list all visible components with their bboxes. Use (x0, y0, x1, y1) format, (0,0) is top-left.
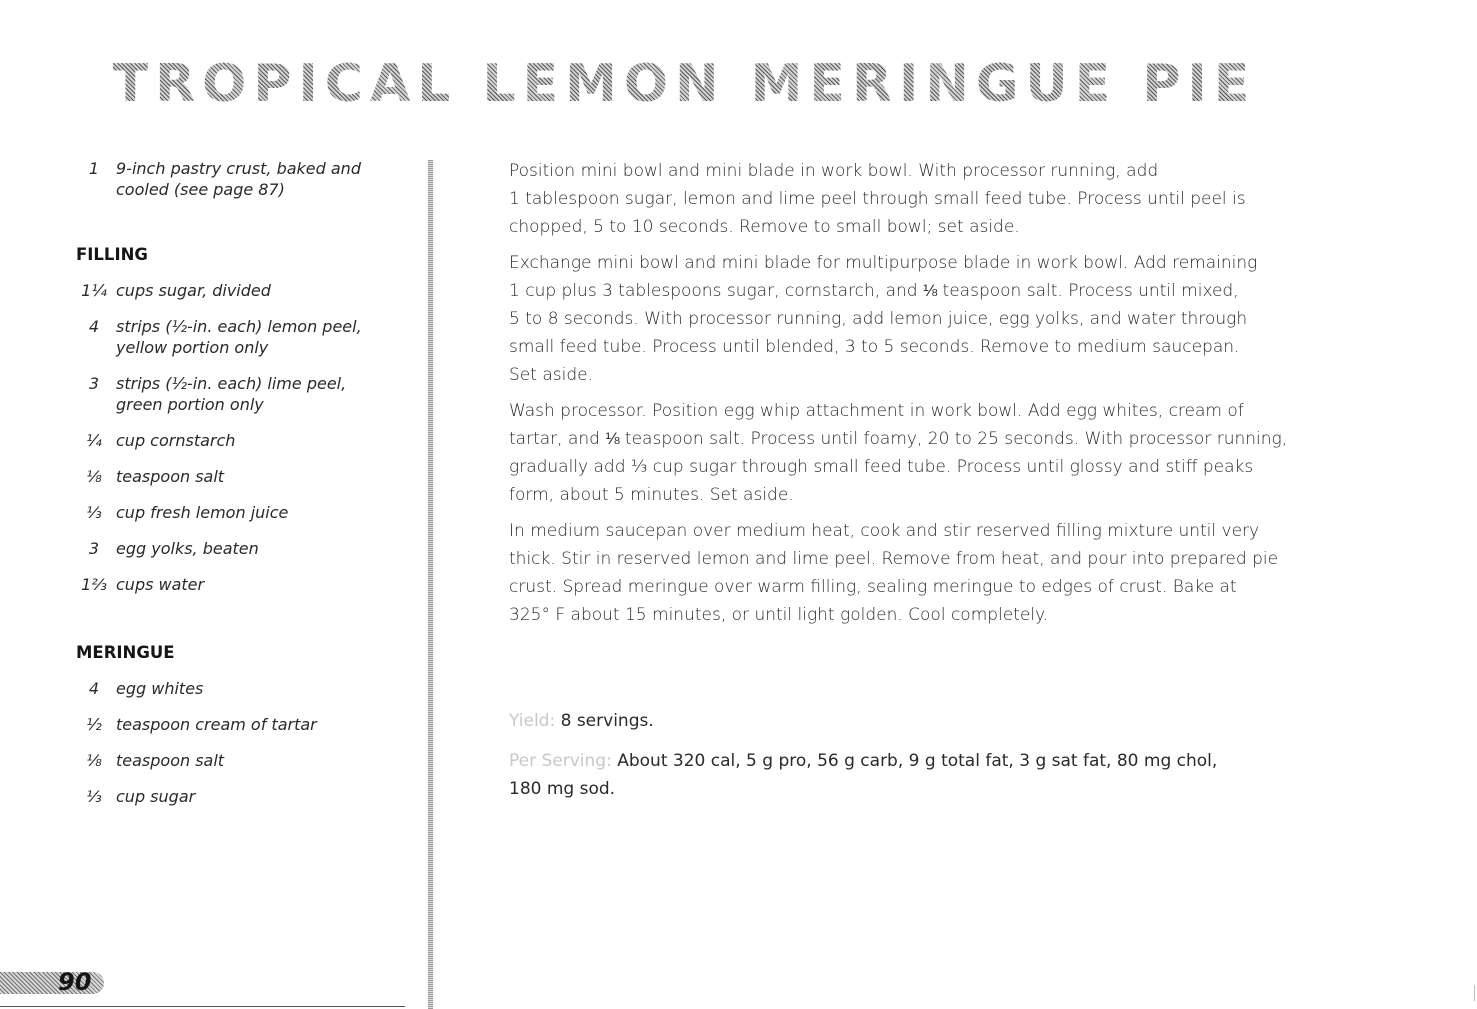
ingredient-item (72, 714, 412, 735)
ingredient-qty: 4 (88, 317, 100, 336)
direction-line: In medium saucepan over medium heat, cook and stir reserved filling mixture until very (509, 521, 1260, 541)
ingredient-qty: 4 (88, 679, 100, 698)
ingredient-desc (116, 430, 366, 451)
direction-paragraph (509, 397, 1309, 509)
ingredient-item (72, 502, 412, 523)
ingredient-desc-line: teaspoon salt (116, 467, 225, 486)
ingredient-qty: ½ (86, 715, 102, 734)
ingredient-qty: 3 (88, 374, 100, 393)
direction-line: Wash processor. Position egg whip attachment in work bowl. Add egg whites, cream of (509, 401, 1244, 421)
direction-line: Exchange mini bowl and mini blade for multipurpose blade in work bowl. Add remaining (509, 253, 1258, 273)
directions (509, 157, 1309, 637)
ingredient-desc-line: strips (½-in. each) lime peel, (116, 374, 347, 393)
ingredient-desc (116, 466, 366, 487)
direction-line: form, about 5 minutes. Set aside. (509, 485, 794, 505)
direction-line: 1 tablespoon sugar, lemon and lime peel through small feed tube. Process until peel is (509, 189, 1246, 209)
ingredient-item (72, 280, 412, 301)
direction-line: Position mini bowl and mini blade in work bowl. With processor running, add (509, 161, 1159, 181)
ingredient-qty: 1 (88, 159, 100, 178)
yield-label: Yield: (509, 711, 556, 731)
ingredient-desc (116, 786, 366, 807)
direction-line: 1 cup plus 3 tablespoons sugar, cornstarch, and ⅛ teaspoon salt. Process until mixed, (509, 281, 1239, 301)
ingredient-item (72, 466, 412, 487)
ingredient-desc (116, 316, 366, 358)
direction-line: gradually add ⅓ cup sugar through small feed tube. Process until glossy and stiff peaks (509, 457, 1254, 477)
direction-line: chopped, 5 to 10 seconds. Remove to small bowl; set aside. (509, 217, 1020, 237)
ingredient-desc (116, 574, 366, 595)
ingredient-desc (116, 280, 366, 301)
ingredient-item (72, 373, 412, 415)
per-serving-row (509, 747, 1309, 775)
ingredient-item (72, 750, 412, 771)
ingredient-item (72, 430, 412, 451)
ingredient-qty: ⅛ (86, 467, 102, 486)
ingredient-desc-line: cup sugar (116, 787, 196, 806)
ingredient-desc-line: cooled (see page 87) (116, 180, 285, 199)
ingredient-qty: ⅛ (86, 751, 102, 770)
direction-line: thick. Stir in reserved lemon and lime peel. Remove from heat, and pour into prepared pie (509, 549, 1279, 569)
yield-value: 8 servings. (555, 711, 654, 731)
ingredient-desc (116, 502, 366, 523)
ingredient-item (72, 678, 412, 699)
ingredient-desc (116, 678, 366, 699)
direction-paragraph (509, 249, 1309, 389)
per-serving-label: Per Serving: (509, 751, 612, 771)
ingredient-desc-line: yellow portion only (116, 338, 269, 357)
ingredient-desc (116, 714, 366, 735)
ingredient-desc-line: egg yolks, beaten (116, 539, 259, 558)
column-divider (428, 160, 433, 1009)
direction-line: tartar, and ⅛ teaspoon salt. Process until foamy, 20 to 25 seconds. With processor running, (509, 429, 1288, 449)
per-serving-line2: 180 mg sod. (509, 779, 616, 799)
ingredient-item (72, 574, 412, 595)
filling-heading: FILLING (76, 245, 148, 264)
direction-line: 325° F about 15 minutes, or until light golden. Cool completely. (509, 605, 1049, 625)
ingredient-desc-line: egg whites (116, 679, 204, 698)
ingredient-desc (116, 373, 366, 415)
nutrition-info (509, 707, 1309, 803)
ingredient-desc (116, 750, 366, 771)
ingredient-desc-line: cup fresh lemon juice (116, 503, 289, 522)
yield-row (509, 707, 1309, 735)
ingredient-qty: 3 (88, 539, 100, 558)
ingredient-desc-line: teaspoon cream of tartar (116, 715, 317, 734)
direction-paragraph (509, 517, 1309, 629)
direction-line: Set aside. (509, 365, 593, 385)
ingredient-desc-line: strips (½-in. each) lemon peel, (116, 317, 362, 336)
ingredient-desc-line: cups water (116, 575, 205, 594)
ingredient-qty: 1¼ (81, 281, 107, 300)
per-serving-row-2 (509, 775, 1309, 803)
ingredient-item (72, 786, 412, 807)
direction-line: small feed tube. Process until blended, 3 to 5 seconds. Remove to medium saucepan. (509, 337, 1240, 357)
ingredients-list (72, 158, 412, 807)
footer-rule (0, 1006, 405, 1007)
ingredient-qty: 1⅔ (81, 575, 107, 594)
per-serving-line1: About 320 cal, 5 g pro, 56 g carb, 9 g total fat, 3 g sat fat, 80 mg chol, (611, 751, 1218, 771)
ingredient-desc-line: 9-inch pastry crust, baked and (116, 159, 361, 178)
ingredient-item (72, 316, 412, 358)
ingredient-desc (116, 158, 366, 200)
page-number: 90 (58, 968, 92, 996)
ingredient-qty: ¼ (86, 431, 102, 450)
ingredient-desc (116, 538, 366, 559)
ingredient-desc-line: cups sugar, divided (116, 281, 271, 300)
edge-mark (1474, 985, 1475, 1001)
ingredient-item (72, 538, 412, 559)
direction-line: 5 to 8 seconds. With processor running, add lemon juice, egg yolks, and water through (509, 309, 1248, 329)
ingredient-desc-line: cup cornstarch (116, 431, 236, 450)
direction-line: crust. Spread meringue over warm filling, sealing meringue to edges of crust. Bake at (509, 577, 1237, 597)
meringue-heading: MERINGUE (76, 643, 175, 662)
ingredient-qty: ⅓ (86, 503, 102, 522)
ingredient-desc-line: green portion only (116, 395, 264, 414)
direction-paragraph (509, 157, 1309, 241)
ingredient-crust (72, 158, 412, 200)
ingredient-qty: ⅓ (86, 787, 102, 806)
page-title: TROPICAL LEMON MERINGUE PIE (0, 52, 1369, 116)
ingredient-desc-line: teaspoon salt (116, 751, 225, 770)
